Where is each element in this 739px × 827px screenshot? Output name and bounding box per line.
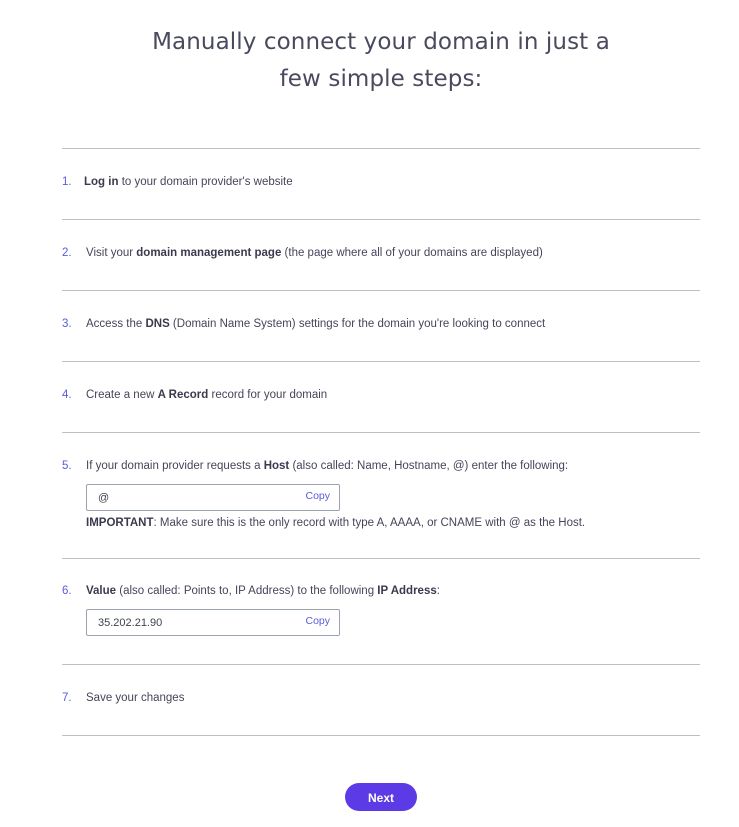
step-text: [86, 585, 440, 597]
step-rest: (the page where all of your domains are displayed): [281, 247, 543, 259]
ip-address-field[interactable]: [86, 609, 340, 636]
step-rest: to your domain provider's website: [118, 176, 293, 188]
step-number: 4.: [62, 389, 72, 401]
step-rest: (also called: Name, Hostname, @) enter the following:: [289, 460, 569, 472]
next-button[interactable]: Next: [345, 783, 417, 811]
title-line-1: Manually connect your domain in just a: [152, 29, 610, 55]
step-rest: record for your domain: [208, 389, 328, 401]
step-number: 7.: [62, 692, 72, 704]
step-3: [62, 291, 700, 362]
step-bold: DNS: [145, 318, 170, 330]
step-5: [62, 433, 700, 559]
step-text: [86, 389, 327, 401]
step-6: [62, 559, 700, 665]
step-bold-2: IP Address: [377, 585, 437, 597]
step-text: Save your changes: [86, 692, 185, 704]
step-7: [62, 665, 700, 736]
step-number: 5.: [62, 460, 72, 472]
page-title: [0, 24, 739, 98]
host-value-field[interactable]: [86, 484, 340, 511]
step-pre: Create a new: [86, 389, 158, 401]
step-bold: Value: [86, 585, 117, 597]
step-text: [84, 176, 293, 188]
important-label: IMPORTANT: [86, 517, 154, 529]
important-note: [86, 517, 585, 529]
host-value: @: [98, 492, 110, 504]
step-number: 3.: [62, 318, 72, 330]
step-rest: :: [436, 585, 440, 597]
step-1: [62, 149, 700, 220]
title-line-2: few simple steps:: [279, 66, 483, 92]
step-number: 1.: [62, 176, 72, 188]
copy-host-button[interactable]: Copy: [305, 490, 330, 502]
step-bold: Host: [263, 460, 290, 472]
step-text: [86, 318, 545, 330]
step-2: [62, 220, 700, 291]
step-pre: Visit your: [86, 247, 137, 259]
ip-address-value: 35.202.21.90: [98, 617, 163, 629]
steps-list: [62, 148, 700, 736]
step-bold: domain management page: [136, 247, 282, 259]
step-rest: (Domain Name System) settings for the domain you're looking to connect: [169, 318, 546, 330]
copy-ip-button[interactable]: Copy: [305, 615, 330, 627]
important-text: : Make sure this is the only record with type A, AAAA, or CNAME with @ as the Host.: [153, 517, 586, 529]
step-bold: Log in: [84, 176, 119, 188]
step-number: 2.: [62, 247, 72, 259]
step-4: [62, 362, 700, 433]
step-text: [86, 460, 568, 472]
step-pre: Access the: [86, 318, 146, 330]
step-bold: A Record: [157, 389, 209, 401]
step-number: 6.: [62, 585, 72, 597]
step-mid: (also called: Points to, IP Address) to the following: [116, 585, 378, 597]
step-pre: If your domain provider requests a: [86, 460, 264, 472]
step-text: [86, 247, 543, 259]
